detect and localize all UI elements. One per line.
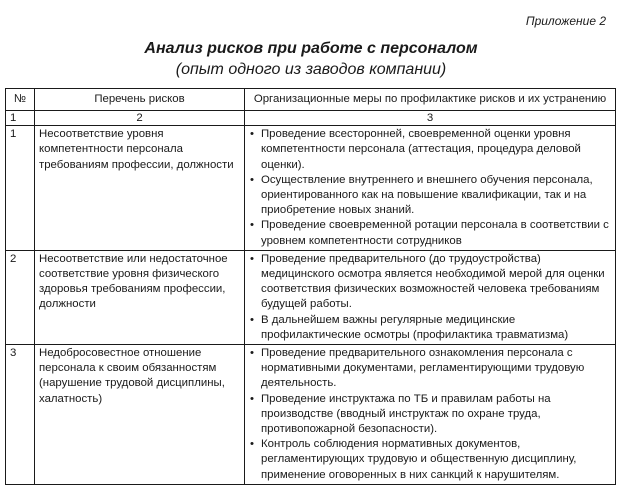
risk-cell: Несоответствие уровня компетентности персонала требованиям профессии, должности bbox=[35, 126, 245, 251]
measure-item: • В дальнейшем важны регулярные медицинские профилактические осмотры (профилактика травматизма) bbox=[249, 313, 611, 343]
measures-cell bbox=[245, 345, 616, 485]
measures-list bbox=[249, 346, 611, 483]
measure-item: • Проведение предварительного (до трудоустройства) медицинского осмотра является необходимой мерой для оценки соответствия физических возможностей человека требованиям будущей работы. bbox=[249, 252, 611, 313]
measure-item: • Проведение предварительного ознакомления персонала с нормативными документами, регламентирующими трудовую деятельность. bbox=[249, 346, 611, 392]
header-risks: Перечень рисков bbox=[35, 89, 245, 111]
risk-analysis-table bbox=[5, 88, 616, 485]
row-number: 3 bbox=[6, 345, 35, 485]
measure-item: • Контроль соблюдения нормативных документов, регламентирующих трудовую и общественную дисциплину, применение оговоренных в них санкций к нарушителям. bbox=[249, 437, 611, 483]
measure-item: • Проведение инструктажа по ТБ и правилам работы на производстве (вводный инструктаж по охране труда, противопожарной безопасности). bbox=[249, 392, 611, 438]
table-row bbox=[6, 126, 616, 251]
column-number-row bbox=[6, 111, 616, 126]
measure-item: • Осуществление внутреннего и внешнего обучения персонала, ориентированного как на повышение квалификации, так и на приобретение новых знаний. bbox=[249, 173, 611, 219]
measures-cell bbox=[245, 126, 616, 251]
table-row bbox=[6, 345, 616, 485]
row-number: 2 bbox=[6, 250, 35, 344]
document-title: Анализ рисков при работе с персоналом bbox=[144, 40, 478, 57]
column-number: 2 bbox=[35, 111, 245, 126]
risk-cell: Несоответствие или недостаточное соответствие уровня физического здоровья требованиям профессии, должности bbox=[35, 250, 245, 344]
column-number: 3 bbox=[245, 111, 616, 126]
header-measures: Организационные меры по профилактике рисков и их устранению bbox=[245, 89, 616, 111]
appendix-label: Приложение 2 bbox=[525, 14, 606, 28]
risk-cell: Недобросовестное отношение персонала к своим обязанностям (нарушение трудовой дисциплины, халатность) bbox=[35, 345, 245, 485]
measures-list bbox=[249, 127, 611, 249]
header-no: № bbox=[6, 89, 35, 111]
column-number: 1 bbox=[6, 111, 35, 126]
table-row bbox=[6, 250, 616, 344]
measure-item: • Проведение своевременной ротации персонала в соответствии с уровнем компетентности сотрудников bbox=[249, 218, 611, 248]
row-number: 1 bbox=[6, 126, 35, 251]
measures-cell bbox=[245, 250, 616, 344]
measure-item: • Проведение всесторонней, своевременной оценки уровня компетентности персонала (аттестация, процедура деловой оценки). bbox=[249, 127, 611, 173]
header-row bbox=[6, 89, 616, 111]
document-subtitle: (опыт одного из заводов компании) bbox=[175, 61, 447, 78]
measures-list bbox=[249, 252, 611, 343]
